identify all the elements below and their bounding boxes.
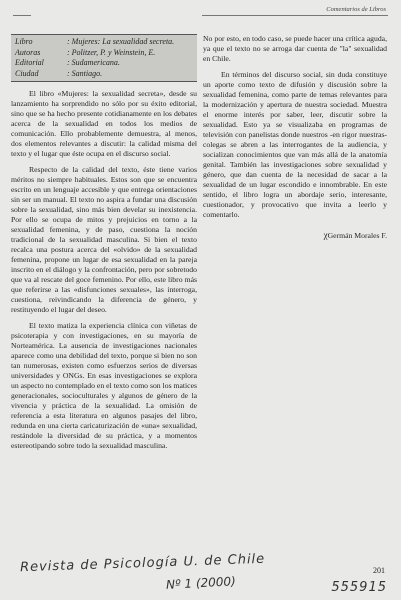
paragraph: No por esto, en todo caso, se puede hacer una crítica aguda, ya que el texto no se arroga dar cuenta de "la" sexualidad en Chile. [203,34,387,63]
info-row-publisher [15,58,193,69]
paragraph: En términos del discurso social, sin duda constituye un aporte como texto de difusión y discusión sobre la sexualidad femenina, como parte de temas relevantes para la modernización y apertura de nuestra sociedad. Muestra el enorme interés por saber, leer, discutir sobre la sexualidad. Esto ya se visualizaba en programas de televisión con panelistas donde nuestros -en rigor nuestras-colegas se abren a las interrogantes de la audiencia, y socializan conocimientos que van más allá de la anatomía genital. También las investigaciones sobre sexualidad y género, que dan cuenta de la necesidad de sacar a la sexualidad de un lugar escondido e innombrable. En este sentido, el libro logra un abordaje serio, interesante, cuestionador, y provocativo que invita a leerlo y comentarlo. [203,70,387,219]
info-value: : Politzer, P. y Weinstein, E. [67,47,156,57]
handwritten-mark: χ [323,230,328,240]
paragraph: El libro «Mujeres: la sexualidad secreta», desde su lanzamiento ha sorprendido no sólo por su éxito editorial, sino que se ha hecho presente cotidianamente en los debates acerca de la sexualidad en todos los medios de comunicación. Ello probablemente demuestra, al menos, dos elementos relevantes a discutir: la calidad misma del texto y el lugar que éste ocupa en el discurso social. [11,89,197,158]
info-key: Ciudad [15,68,39,78]
left-column [11,34,197,451]
signature-name: Germán Morales F. [327,231,387,240]
info-key: Libro [15,37,33,46]
info-key: Autoras [15,47,41,57]
handwritten-annotation: Revista de Psicología U. de Chile [19,551,266,576]
paragraph: El texto matiza la experiencia clínica con viñetas de psicoterapia y con investigaciones, en su mayoría de Norteamérica. La ausencia de investigaciones nacionales aparece como una debilidad del texto, porque si bien no son tan numerosas, existen como esfuerzos serios de diversas universidades y ONGs. En esas investigaciones se explora un aspecto no contemplado en el texto como son los matices generacionales, socioculturales y algunos de género de la vivencia y práctica de la sexualidad. La omisión de referencia a esta literatura en algunos pasajes del libro, redunda en una cierta caricaturización de «una» sexualidad, restándole la diversidad de su práctica, y a momentos estereotipando sobre todo la sexualidad masculina. [11,321,197,450]
right-column [203,34,387,241]
info-value: : Santiago. [67,68,103,78]
info-value: : Sudamericana. [67,58,120,67]
header-rule-left [13,15,31,16]
author-signature [203,230,387,241]
catalog-code: 555915 [331,580,387,595]
info-row-authors [15,48,193,59]
info-value: : Mujeres: La sexualidad secreta. [67,37,175,46]
info-row-city [15,69,193,80]
page-number: 201 [373,566,385,575]
running-header: Comentarios de Libros [326,6,386,13]
book-info-box [11,34,197,82]
header-rule-right [202,15,388,16]
info-key: Editorial [15,58,44,67]
paragraph: Respecto de la calidad del texto, éste tiene varios méritos no siempre habituales. Estos son que se encuentra escrito en un lenguaje accesible y que entrega orientaciones sin ser un manual. El texto no aspira a fundar una discusión sobre la sexualidad, sino más bien develar su inexistencia. Por ello se ocupa de mitos y prejuicios en torno a la sexualidad femenina, y de paso, cuestiona la noción tradicional de la sexualidad masculina. Si bien el texto recalca una postura acerca del «olvido» de la sexualidad femenina, propone un lugar de esa sexualidad en la pareja inscrito en el diálogo y la confrontación, pero por sobretodo que va al rescate del goce femenino. Por ello, este libro más que referirse a las «disfunciones sexuales», las interroga, cuestiona, reivindicando la diferencia de género, y restituyendo el lugar del deseo. [11,165,197,314]
info-row-book [15,37,193,48]
handwritten-annotation-issue: Nº 1 (2000) [165,574,237,592]
